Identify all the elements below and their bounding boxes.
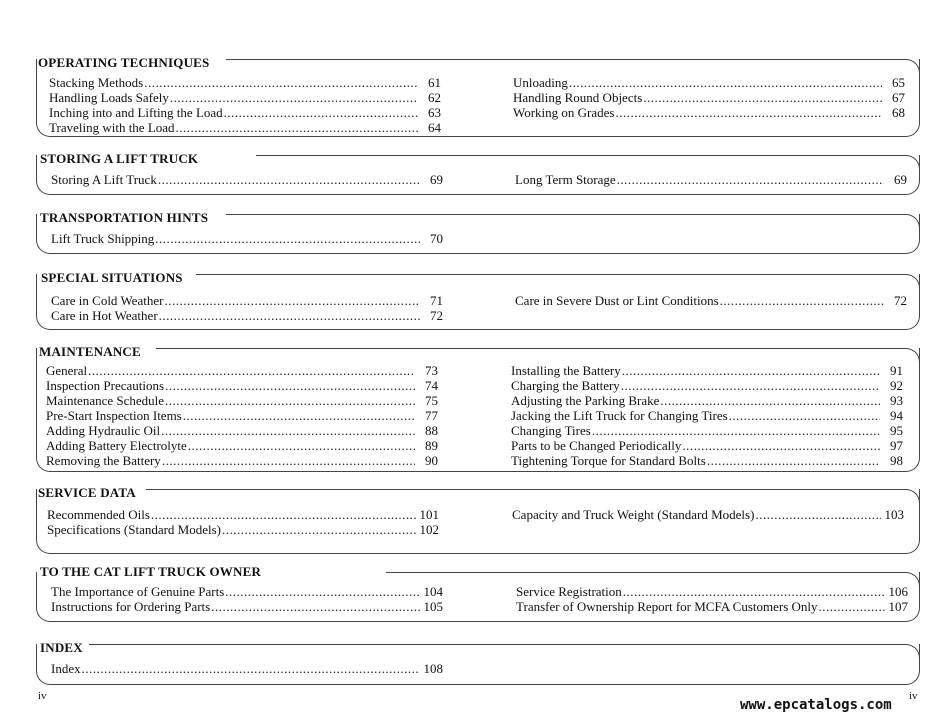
toc-entry[interactable]: Transfer of Ownership Report for MCFA Customers Only ..... 107: [516, 599, 908, 614]
toc-entry[interactable]: Inspection Precautions ..... 74: [46, 378, 438, 393]
toc-entry[interactable]: Unloading ..... 65: [513, 75, 905, 90]
toc-entry[interactable]: Adding Battery Electrolyte ..... 89: [46, 438, 438, 453]
toc-section-storing: [36, 151, 920, 195]
toc-entry[interactable]: Service Registration ..... 106: [516, 584, 908, 599]
toc-entry[interactable]: Inching into and Lifting the Load ..... 63: [49, 105, 441, 120]
toc-entry[interactable]: Removing the Battery ..... 90: [46, 453, 438, 468]
toc-entry[interactable]: Traveling with the Load ..... 64: [49, 120, 441, 135]
toc-entry[interactable]: Long Term Storage ..... 69: [515, 172, 907, 187]
toc-column-left: [51, 661, 443, 676]
toc-column-left: [46, 363, 438, 468]
toc-entry[interactable]: Tightening Torque for Standard Bolts ..... 98: [511, 453, 903, 468]
toc-entry[interactable]: Care in Cold Weather ..... 71: [51, 293, 443, 308]
page-number-left: iv: [38, 690, 47, 702]
section-title: SERVICE DATA: [38, 485, 142, 501]
toc-column-left: [51, 172, 443, 187]
section-title: TRANSPORTATION HINTS: [40, 210, 214, 226]
toc-entry[interactable]: Handling Loads Safely ..... 62: [49, 90, 441, 105]
toc-entry[interactable]: Care in Hot Weather ..... 72: [51, 308, 443, 323]
toc-entry[interactable]: Instructions for Ordering Parts ..... 105: [51, 599, 443, 614]
toc-entry[interactable]: Storing A Lift Truck ..... 69: [51, 172, 443, 187]
watermark-url: www.epcatalogs.com: [740, 697, 892, 713]
section-title: MAINTENANCE: [39, 344, 147, 360]
toc-column-left: [51, 584, 443, 614]
toc-entry[interactable]: The Importance of Genuine Parts ..... 104: [51, 584, 443, 599]
toc-entry[interactable]: Installing the Battery ..... 91: [511, 363, 903, 378]
toc-section-maintenance: [36, 344, 920, 472]
toc-column-right: [513, 75, 905, 120]
toc-column-left: [51, 293, 443, 323]
toc-entry[interactable]: Maintenance Schedule ..... 75: [46, 393, 438, 408]
toc-entry[interactable]: Handling Round Objects ..... 67: [513, 90, 905, 105]
toc-entry[interactable]: Lift Truck Shipping ..... 70: [51, 231, 443, 246]
page-number-right: iv: [909, 690, 918, 702]
section-title: OPERATING TECHNIQUES: [38, 55, 215, 71]
toc-column-left: [47, 507, 439, 537]
toc-column-right: [512, 507, 904, 522]
toc-entry[interactable]: General ..... 73: [46, 363, 438, 378]
toc-section-index: [36, 640, 920, 685]
section-title: STORING A LIFT TRUCK: [40, 151, 204, 167]
toc-section-transportation: [36, 210, 920, 254]
toc-column-right: [516, 584, 908, 614]
toc-entry[interactable]: Index ..... 108: [51, 661, 443, 676]
toc-entry[interactable]: Capacity and Truck Weight (Standard Models) ..... 103: [512, 507, 904, 522]
toc-column-left: [49, 75, 441, 135]
toc-entry[interactable]: Jacking the Lift Truck for Changing Tires ..... 94: [511, 408, 903, 423]
toc-entry[interactable]: Changing Tires ..... 95: [511, 423, 903, 438]
toc-entry[interactable]: Charging the Battery ..... 92: [511, 378, 903, 393]
section-title: INDEX: [40, 640, 89, 656]
toc-section-owner: [36, 564, 920, 622]
section-title: SPECIAL SITUATIONS: [41, 270, 189, 286]
toc-section-special-situations: [36, 270, 920, 330]
toc-column-right: [515, 293, 907, 308]
section-title: TO THE CAT LIFT TRUCK OWNER: [40, 564, 267, 580]
toc-entry[interactable]: Working on Grades ..... 68: [513, 105, 905, 120]
toc-section-operating-techniques: [36, 55, 920, 137]
toc-entry[interactable]: Pre-Start Inspection Items ..... 77: [46, 408, 438, 423]
toc-entry[interactable]: Parts to be Changed Periodically ..... 97: [511, 438, 903, 453]
toc-column-left: [51, 231, 443, 246]
toc-entry[interactable]: Specifications (Standard Models) ..... 102: [47, 522, 439, 537]
toc-column-right: [511, 363, 903, 468]
toc-column-right: [515, 172, 907, 187]
toc-entry[interactable]: Stacking Methods ..... 61: [49, 75, 441, 90]
toc-section-service-data: [36, 485, 920, 554]
toc-entry[interactable]: Care in Severe Dust or Lint Conditions ..... 72: [515, 293, 907, 308]
toc-entry[interactable]: Adding Hydraulic Oil ..... 88: [46, 423, 438, 438]
toc-entry[interactable]: Adjusting the Parking Brake ..... 93: [511, 393, 903, 408]
toc-entry[interactable]: Recommended Oils ..... 101: [47, 507, 439, 522]
